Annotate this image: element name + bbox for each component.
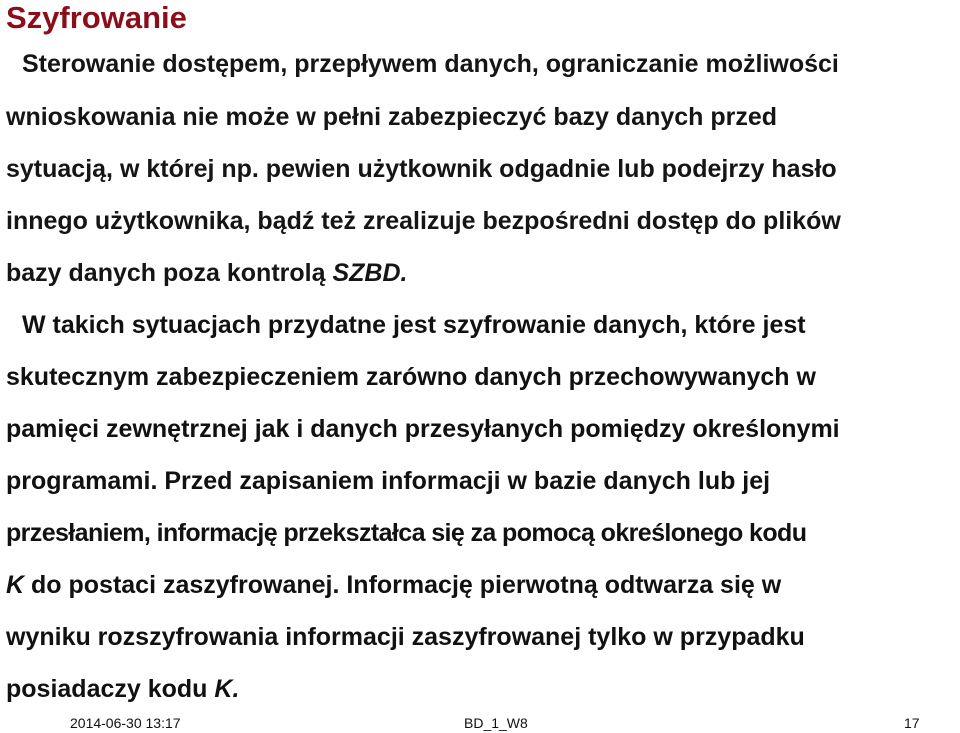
key-k-symbol-end: K. bbox=[214, 675, 240, 703]
paragraph-2-line-6-text: do postaci zaszyfrowanej. Informację pierwotną odtwarza się w bbox=[24, 571, 782, 599]
szbd-abbrev: SZBD. bbox=[332, 259, 408, 287]
paragraph-2-line-3: pamięci zewnętrznej jak i danych przesyłanych pomiędzy określonymi bbox=[6, 415, 840, 443]
paragraph-2-line-7: wyniku rozszyfrowania informacji zaszyfrowanej tylko w przypadku bbox=[6, 623, 805, 651]
paragraph-2-line-1: W takich sytuacjach przydatne jest szyfrowanie danych, które jest bbox=[22, 311, 806, 339]
paragraph-1-line-2: wnioskowania nie może w pełni zabezpieczyć bazy danych przed bbox=[6, 103, 778, 131]
paragraph-1-line-3: sytuacją, w której np. pewien użytkownik odgadnie lub podejrzy hasło bbox=[6, 155, 837, 183]
paragraph-2-line-8 bbox=[6, 673, 239, 705]
paragraph-2-line-6 bbox=[6, 569, 781, 601]
paragraph-2-line-4: programami. Przed zapisaniem informacji w bazie danych lub jej bbox=[6, 467, 771, 495]
paragraph-1-line-5-text: bazy danych poza kontrolą bbox=[6, 259, 333, 287]
paragraph-2-line-2: skutecznym zabezpieczeniem zarówno danych przechowywanych w bbox=[6, 363, 816, 391]
footer-page-number: 17 bbox=[904, 715, 920, 731]
paragraph-1-line-4: innego użytkownika, bądź też zrealizuje bezpośredni dostęp do plików bbox=[6, 207, 841, 235]
footer-code: BD_1_W8 bbox=[464, 715, 528, 731]
slide-title: Szyfrowanie bbox=[6, 0, 187, 35]
key-k-symbol: K bbox=[6, 571, 25, 599]
footer-date: 2014-06-30 13:17 bbox=[70, 715, 181, 731]
paragraph-1-line-5 bbox=[6, 257, 407, 289]
paragraph-1-line-1: Sterowanie dostępem, przepływem danych, ograniczanie możliwości bbox=[22, 50, 839, 78]
paragraph-2-line-5: przesłaniem, informację przekształca się za pomocą określonego kodu bbox=[6, 519, 807, 547]
paragraph-2-line-8-text: posiadaczy kodu bbox=[6, 675, 215, 703]
